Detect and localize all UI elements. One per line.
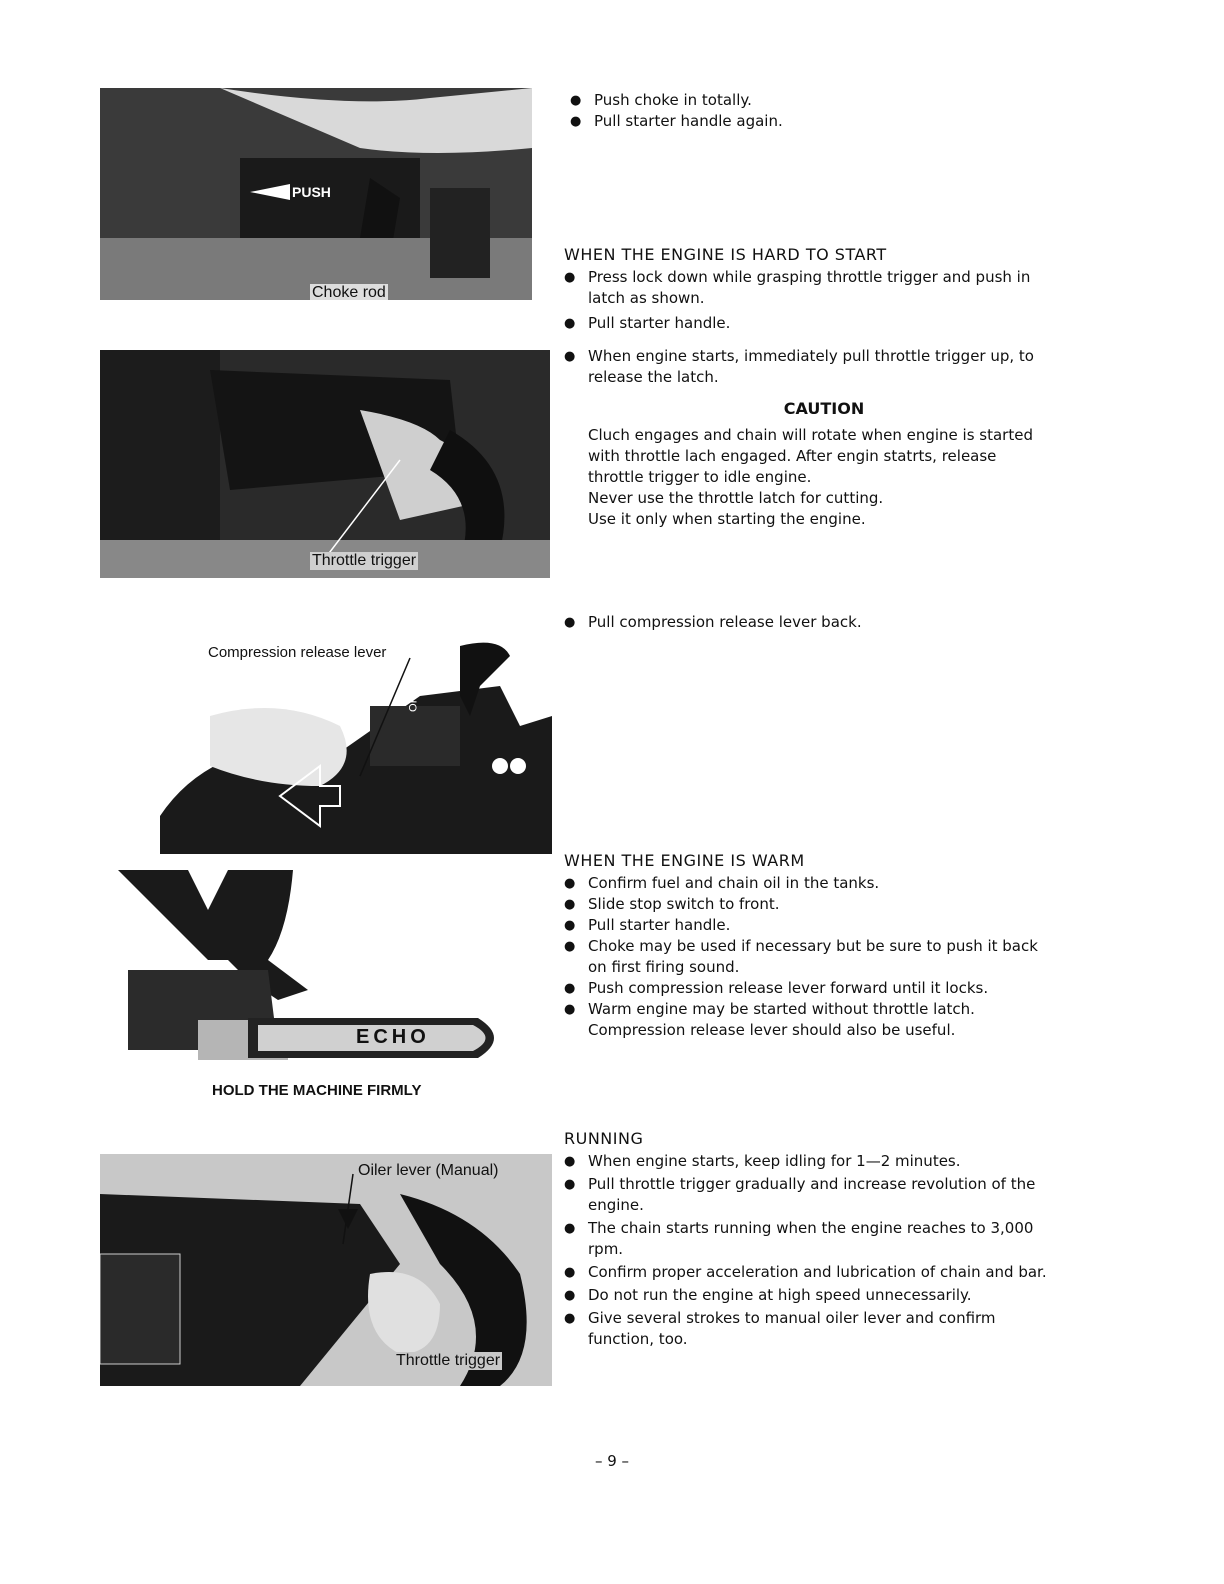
caution-line: throttle trigger to idle engine. [588, 468, 812, 486]
hold-machine-illustration [118, 870, 510, 1070]
hold-machine-caption: HOLD THE MACHINE FIRMLY [212, 1082, 422, 1099]
push-label: PUSH [292, 184, 331, 200]
compression-instructions [564, 612, 1060, 633]
list-item: ● Pull throttle trigger gradually and increase revolution of the engine. [564, 1174, 1060, 1216]
throttle-trigger-photo [100, 350, 550, 578]
list-item: ● Choke may be used if necessary but be sure to push it back on first firing sound. [564, 936, 1060, 978]
oiler-lever-label: Oiler lever (Manual) [358, 1162, 499, 1179]
hold-machine-figure [118, 870, 510, 1070]
list-item: ● Warm engine may be started without throttle latch. Compression release lever should also be useful. [564, 999, 1060, 1041]
list-item: ● Pull compression release lever back. [564, 612, 1060, 633]
page-number: – 9 – [594, 1452, 630, 1470]
list-item: ● Press lock down while grasping throttle trigger and push in latch as shown. [564, 267, 1060, 309]
compression-lever-label: Compression release lever [208, 644, 387, 661]
list-item: ● Push choke in totally. [570, 90, 1060, 111]
compression-illustration [120, 636, 552, 856]
list-item: ● Do not run the engine at high speed unnecessarily. [564, 1285, 1060, 1306]
throttle-illustration [100, 350, 550, 578]
list-item: ● Slide stop switch to front. [564, 894, 1060, 915]
list-item: ● Confirm proper acceleration and lubrication of chain and bar. [564, 1262, 1060, 1283]
caution-line: with throttle lach engaged. After engin statrts, release [588, 447, 997, 465]
oiler-throttle-label: Throttle trigger [396, 1352, 501, 1369]
choke-instructions [570, 90, 1060, 132]
caution-line: Never use the throttle latch for cutting. [588, 489, 884, 507]
list-item: ● When engine starts, immediately pull throttle trigger up, to release the latch. [564, 346, 1060, 388]
list-item: ● When engine starts, keep idling for 1—2 minutes. [564, 1151, 1060, 1172]
compression-brand: ECHO [405, 680, 418, 712]
caution-body [588, 425, 1060, 530]
caution-title: CAUTION [783, 399, 865, 418]
warm-heading: WHEN THE ENGINE IS WARM [564, 851, 805, 870]
running-section [564, 1128, 1060, 1350]
oiler-photo [100, 1154, 552, 1386]
warm-section [564, 850, 1060, 1041]
caution-line: Cluch engages and chain will rotate when engine is started [588, 426, 1033, 444]
caution-line: Use it only when starting the engine. [588, 510, 866, 528]
running-heading: RUNNING [564, 1129, 644, 1148]
hard-start-section [564, 244, 1060, 530]
list-item: ● The chain starts running when the engine reaches to 3,000 rpm. [564, 1218, 1060, 1260]
hard-start-heading: WHEN THE ENGINE IS HARD TO START [564, 245, 887, 264]
compression-figure [120, 636, 552, 856]
list-item: ● Give several strokes to manual oiler lever and confirm function, too. [564, 1308, 1060, 1350]
list-item: ● Pull starter handle again. [570, 111, 1060, 132]
choke-rod-label: Choke rod [312, 284, 386, 300]
echo-bar-brand: ECHO [356, 1026, 430, 1048]
choke-photo [100, 88, 532, 300]
list-item: ● Confirm fuel and chain oil in the tanks. [564, 873, 1060, 894]
list-item: ● Pull starter handle. [564, 915, 1060, 936]
throttle-trigger-label: Throttle trigger [312, 552, 417, 569]
list-item: ● Push compression release lever forward until it locks. [564, 978, 1060, 999]
list-item: ● Pull starter handle. [564, 313, 1060, 334]
